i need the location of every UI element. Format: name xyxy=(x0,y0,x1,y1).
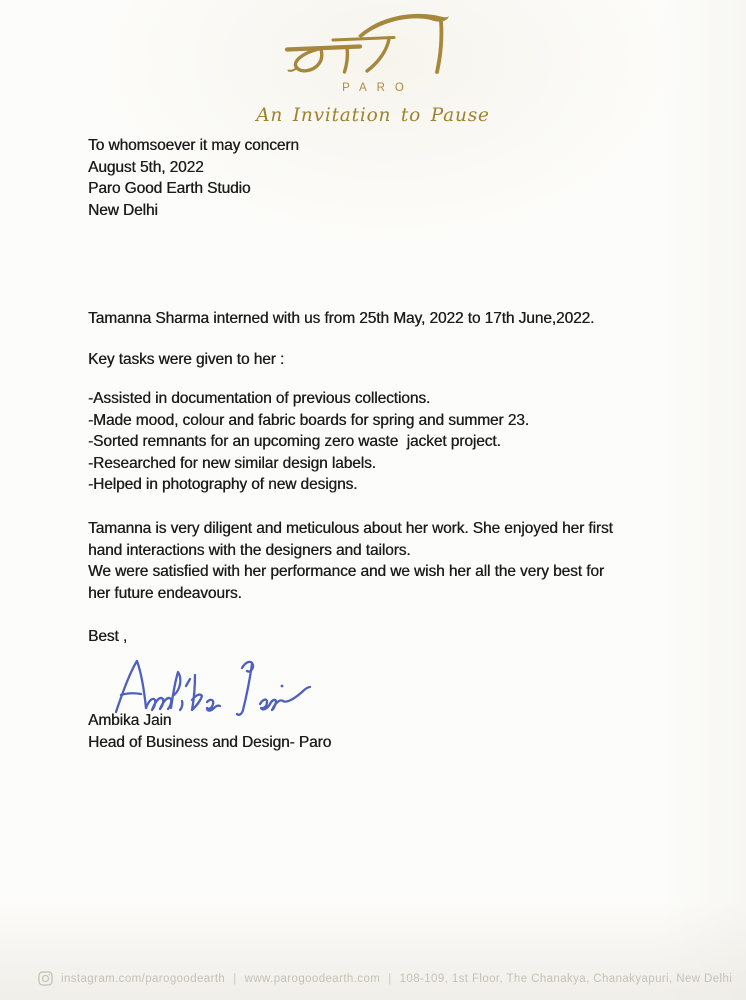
appraisal-line: We were satisfied with her performance and we wish her all the very best for xyxy=(88,563,604,580)
appraisal-line: her future endeavours. xyxy=(88,584,242,602)
task-item: -Researched for new similar design labels. xyxy=(88,454,376,472)
footer-separator: | xyxy=(233,972,237,985)
date-line: August 5th, 2022 xyxy=(88,158,204,176)
intro-line: Tamanna Sharma interned with us from 25th May, 2022 to 17th June,2022. xyxy=(88,310,595,327)
task-item: -Made mood, colour and fabric boards for spring and summer 23. xyxy=(88,411,529,429)
signature-image xyxy=(110,656,315,716)
instagram-handle: instagram.com/parogoodearth xyxy=(61,972,226,985)
signatory-title: Head of Business and Design- Paro xyxy=(88,733,332,751)
paro-script-logo-icon xyxy=(281,10,467,82)
studio-address: 108-109, 1st Floor, The Chanakya, Chanakyapuri, New Delhi xyxy=(399,972,733,985)
footer-separator: | xyxy=(388,972,392,985)
recipient-line: To whomsoever it may concern xyxy=(88,137,299,154)
instagram-icon xyxy=(38,971,53,986)
signatory-name: Ambika Jain xyxy=(88,712,172,729)
task-item: -Helped in photography of new designs. xyxy=(88,476,358,493)
paro-wordmark: PARO xyxy=(342,82,414,94)
city-line: New Delhi xyxy=(88,201,158,219)
tasks-heading: Key tasks were given to her : xyxy=(88,351,285,368)
website-url: www.parogoodearth.com xyxy=(244,972,381,985)
task-item: -Sorted remnants for an upcoming zero waste jacket project. xyxy=(88,433,501,450)
brand-tagline: An Invitation to Pause xyxy=(256,105,490,126)
appraisal-line: hand interactions with the designers and tailors. xyxy=(88,541,411,559)
closing-line: Best , xyxy=(88,628,128,645)
task-item: -Assisted in documentation of previous collections. xyxy=(88,390,431,407)
appraisal-line: Tamanna is very diligent and meticulous about her work. She enjoyed her first xyxy=(88,520,613,537)
page-footer xyxy=(38,971,732,986)
organization-line: Paro Good Earth Studio xyxy=(88,180,251,197)
